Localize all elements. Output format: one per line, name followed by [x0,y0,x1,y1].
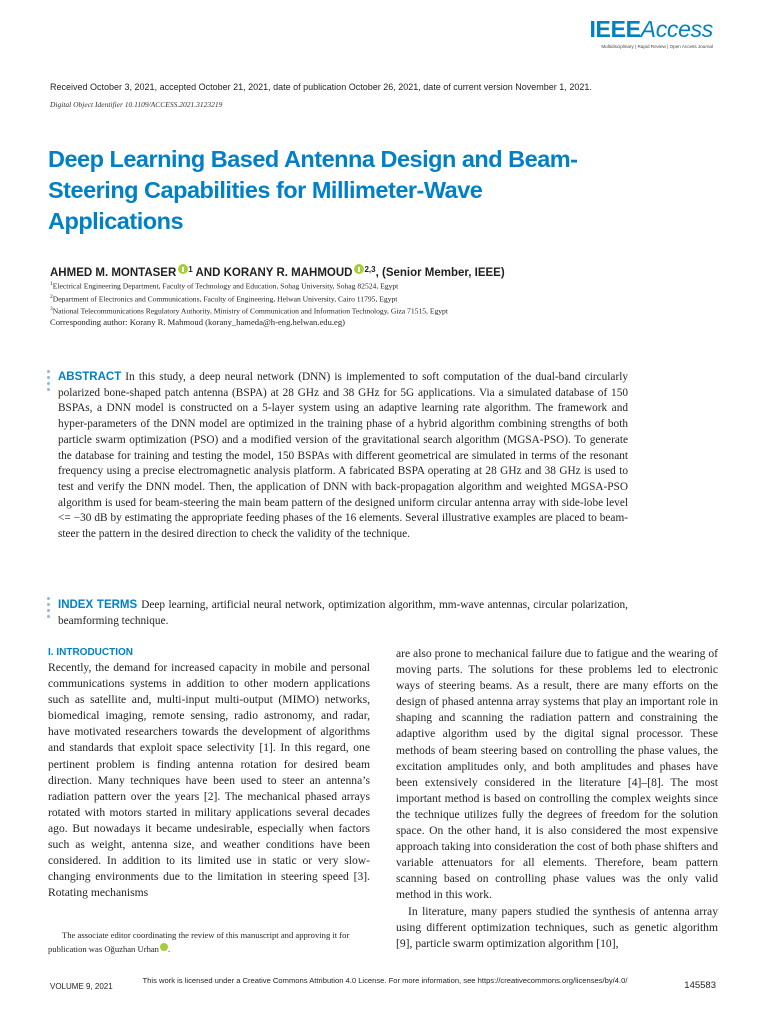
footer-license[interactable]: This work is licensed under a Creative Commons Attribution 4.0 License. For more information, see https://creativecommons.org/licenses/by/4.0/ [142,976,628,985]
affiliation-text: National Telecommunications Regulatory Authority, Ministry of Communication and Information Technology, Giza 71515, Egypt [52,306,448,316]
orcid-icon[interactable] [178,264,188,274]
abstract-dots-icon [47,370,50,394]
index-terms [58,597,628,629]
orcid-icon[interactable] [354,264,364,274]
paragraph: Recently, the demand for increased capacity in mobile and personal communications systems in addition to other modern applications such as satellite and, multi-input multi-output (MIMO) networks, biomedical imaging, remote sensing, radio astronomy, and radar, have motivated researchers towards the development of algorithms and standards that exploit space selectivity [1]. In this regard, one pertinent problem is finding antenna rotation for desired beam direction. Many techniques have been used to steer an antenna’s radiation pattern over the years [2]. The mechanical phased arrays rotated with motors started in military applications several decades ago. But nowadays it became undesirable, especially when factors such as weight, antenna size, and weather conditions have been considered. In addition to its limited use in static or very slow-changing environments due to the limitation in steering speed [3]. Rotating mechanisms [48,661,370,900]
logo-ieee-text: IEEE [589,16,641,42]
affiliation-text: Electrical Engineering Department, Faculty of Technology and Education, Sohag University, Sohag 82524, Egypt [52,281,399,291]
abstract-text: In this study, a deep neural network (DNN) is implemented to soft computation of the dual-band circularly polarized bone-shaped patch antenna (BSPA) at 28 GHz and 38 GHz for 5G applications. Via a simulated database of 150 BSPAs, a DNN model is constructed on a 5-layer system using an adaptive learning rate algorithm. The framework and hyper-parameters of the DNN model are optimized in the training phase of a hybrid algorithm combining strengths of both particle swarm optimization (PSO) and a modified version of the gravitational search algorithm (MGSA-PSO). To generate the database for training and testing the model, 150 BSPAs with different geometrical are simulated in terms of the resonant frequency using a precise electromagnetic analysis platform. A fabricated BSPA operating at 28 GHz and 38 GHz is used to test and verify the DNN model. Then, the application of DNN with back-propagation algorithm and weighted MGSA-PSO algorithm is used for beam-steering the main beam pattern of the designed uniform circular antenna array with side-lobe level <= −30 dB by estimating the appropriate feeding phases of the 16 elements. Several illustrative examples are placed to beam-steer the pattern in the desired direction to check the validity of the technique. [58,371,628,541]
author-line [50,264,505,279]
journal-logo [589,16,713,49]
received-dates: Received October 3, 2021, accepted October 21, 2021, date of publication October 26, 2021, date of current version November 1, 2021. [50,82,592,92]
author-affiliation-2: 2,3 [364,265,376,274]
paper-title: Deep Learning Based Antenna Design and Beam-Steering Capabilities for Millimeter-Wave Applications [48,146,578,234]
affiliation-number: 1 [50,281,53,287]
affiliation-number: 2 [50,293,53,300]
doi-line: Digital Object Identifier 10.1109/ACCESS.2021.3123219 [50,100,223,109]
index-terms-dots-icon [47,597,50,621]
page-number: 145583 [684,980,716,991]
logo-tagline: Multidisciplinary | Rapid Review | Open Access Journal [601,44,713,49]
footnote-end: . [167,944,171,954]
orcid-icon[interactable] [160,943,168,951]
abstract-label: ABSTRACT [58,371,122,383]
abstract [58,370,628,543]
affiliations [50,279,448,317]
affiliation-item [50,279,448,292]
logo-access-text: Access [640,16,713,42]
section-heading: I. INTRODUCTION [48,647,133,658]
affiliation-number: 3 [50,306,53,313]
corresponding-author: Corresponding author: Korany R. Mahmoud (korany_hameda@h-eng.helwan.edu.eg) [50,317,346,327]
affiliation-item [50,304,448,317]
author-name-2: KORANY R. MAHMOUD [223,267,353,279]
paragraph: In literature, many papers studied the synthesis of antenna array using different optimization techniques, such as genetic algorithm [9], particle swarm optimization algorithm [10], [396,904,718,950]
paragraph: are also prone to mechanical failure due to fatigue and the wearing of moving parts. The solutions for these problems led to electronic ways of steering beams. As a result, there are many efforts on the design of phased antenna array systems that play an important role in shaping and scanning the radiation pattern and constraining the adaptive algorithm used by the digital signal processor. These methods of beam steering based on controlling the phase values, the excitation amplitudes only, and both amplitudes and phases have been extensively considered in the literature [4]–[8]. The most important method is based on controlling the complex weights since the technique utilizes fully the degrees of freedom for the solution space. On the other hand, it is also considered the most expensive approach taking into consideration the cost of both phase shifters and variable attenuators for all elements. Therefore, beam pattern scanning based on controlling phase values was the only valid method in this work. [396,647,718,902]
author-conjunction: AND [192,267,224,279]
right-column [396,646,718,952]
author-membership: , (Senior Member, IEEE) [375,267,505,279]
index-terms-text: Deep learning, artificial neural network, optimization algorithm, mm-wave antennas, circular polarization, beamforming technique. [58,599,628,627]
index-terms-label: INDEX TERMS [58,599,138,611]
left-column [48,646,370,901]
logo-wordmark [589,16,713,42]
author-name-1: AHMED M. MONTASER [50,267,177,279]
footer-volume: VOLUME 9, 2021 [50,982,113,991]
editor-footnote [48,928,370,956]
affiliation-text: Department of Electronics and Communications, Faculty of Engineering, Helwan University, Cairo 11795, Egypt [52,294,398,304]
author-affiliation-1: 1 [188,265,193,274]
footnote-text: The associate editor coordinating the review of this manuscript and approving it for publication was Oğuzhan Urhan [48,930,350,954]
affiliation-item [50,292,448,305]
